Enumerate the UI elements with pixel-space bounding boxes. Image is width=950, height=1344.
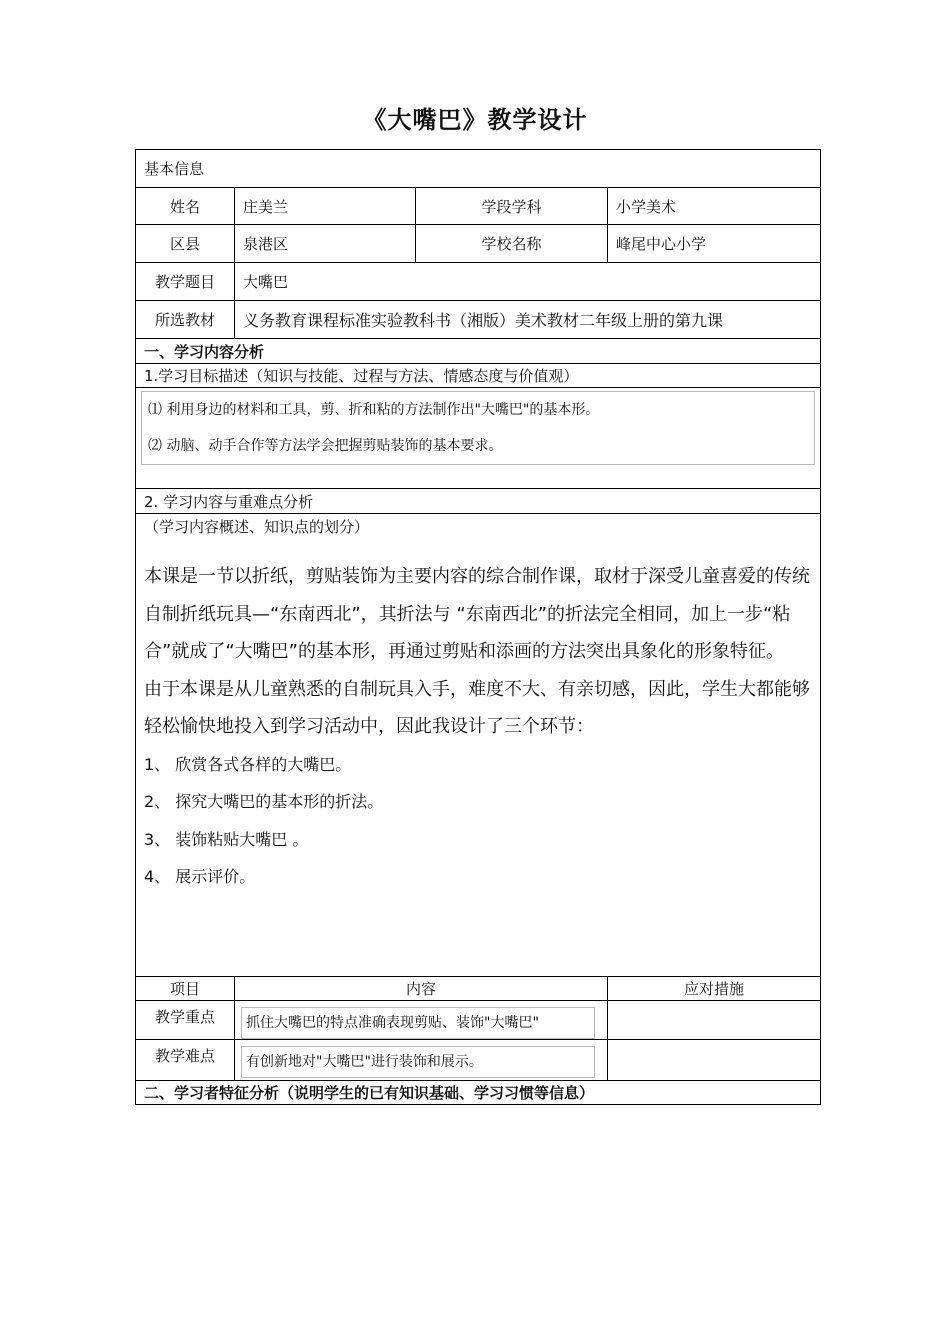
step-item: 4、 展示评价。 (144, 867, 256, 886)
basic-info-header: 基本信息 (136, 150, 821, 188)
content-note: （学习内容概述、知识点的划分） (144, 518, 370, 536)
step-item: 2、 探究大嘴巴的基本形的折法。 (144, 792, 384, 811)
step-item: 3、 装饰粘贴大嘴巴 。 (144, 829, 309, 849)
key-point-label: 教学重点 (136, 1001, 235, 1040)
topic-label: 教学题目 (136, 263, 235, 301)
lesson-plan-table (135, 149, 821, 1105)
goals-heading: 1.学习目标描述（知识与技能、过程与方法、情感态度与价值观） (136, 364, 821, 388)
subject-label: 学段学科 (416, 188, 608, 225)
page-title: 《大嘴巴》教学设计 (362, 106, 588, 134)
key-point-measure (608, 1001, 821, 1040)
content-paragraph-2: 由于本课是从儿童熟悉的自制玩具入手，难度不大、有亲切感，因此，学生大都能够轻松愉快地投入到学习活动中，因此我设计了三个环节： (144, 678, 810, 737)
col-content-header: 内容 (235, 977, 608, 1001)
name-label: 姓名 (136, 188, 235, 225)
goal-item: ⑵ 动脑、动手合作等方法学会把握剪贴装饰的基本要求。 (148, 438, 503, 454)
school-value: 峰尾中心小学 (608, 225, 821, 263)
content-paragraph-1: 本课是一节以折纸，剪贴装饰为主要内容的综合制作课，取材于深受儿童喜爱的传统自制折纸玩具—“东南西北”，其折法与 “东南西北”的折法完全相同，加上一步“粘合”就成了“大嘴巴”的基本形，再通过剪贴和添画的方法突出具象化的形象特征。 (144, 566, 810, 662)
goal-item: ⑴ 利用身边的材料和工具，剪、折和粘的方法制作出"大嘴巴"的基本形。 (148, 402, 600, 418)
col-item-header: 项目 (136, 977, 235, 1001)
district-value: 泉港区 (235, 225, 416, 263)
key-point-content: 抓住大嘴巴的特点准确表现剪贴、装饰"大嘴巴" (241, 1007, 595, 1039)
col-measure-header: 应对措施 (608, 977, 821, 1001)
textbook-value: 义务教育课程标准实验教科书（湘版）美术教材二年级上册的第九课 (235, 301, 821, 339)
topic-value: 大嘴巴 (235, 263, 821, 301)
content-heading: 2. 学习内容与重难点分析 (136, 489, 821, 514)
difficulty-label: 教学难点 (136, 1040, 235, 1081)
name-value: 庄美兰 (235, 188, 416, 225)
section1-heading: 一、学习内容分析 (136, 339, 821, 364)
school-label: 学校名称 (416, 225, 608, 263)
district-label: 区县 (136, 225, 235, 263)
difficulty-content: 有创新地对"大嘴巴"进行装饰和展示。 (241, 1046, 595, 1078)
difficulty-measure (608, 1040, 821, 1081)
section2-heading: 二、学习者特征分析（说明学生的已有知识基础、学习习惯等信息） (136, 1081, 821, 1105)
textbook-label: 所选教材 (136, 301, 235, 339)
goals-box (141, 391, 815, 465)
step-item: 1、 欣赏各式各样的大嘴巴。 (144, 754, 352, 774)
subject-value: 小学美术 (608, 188, 821, 225)
